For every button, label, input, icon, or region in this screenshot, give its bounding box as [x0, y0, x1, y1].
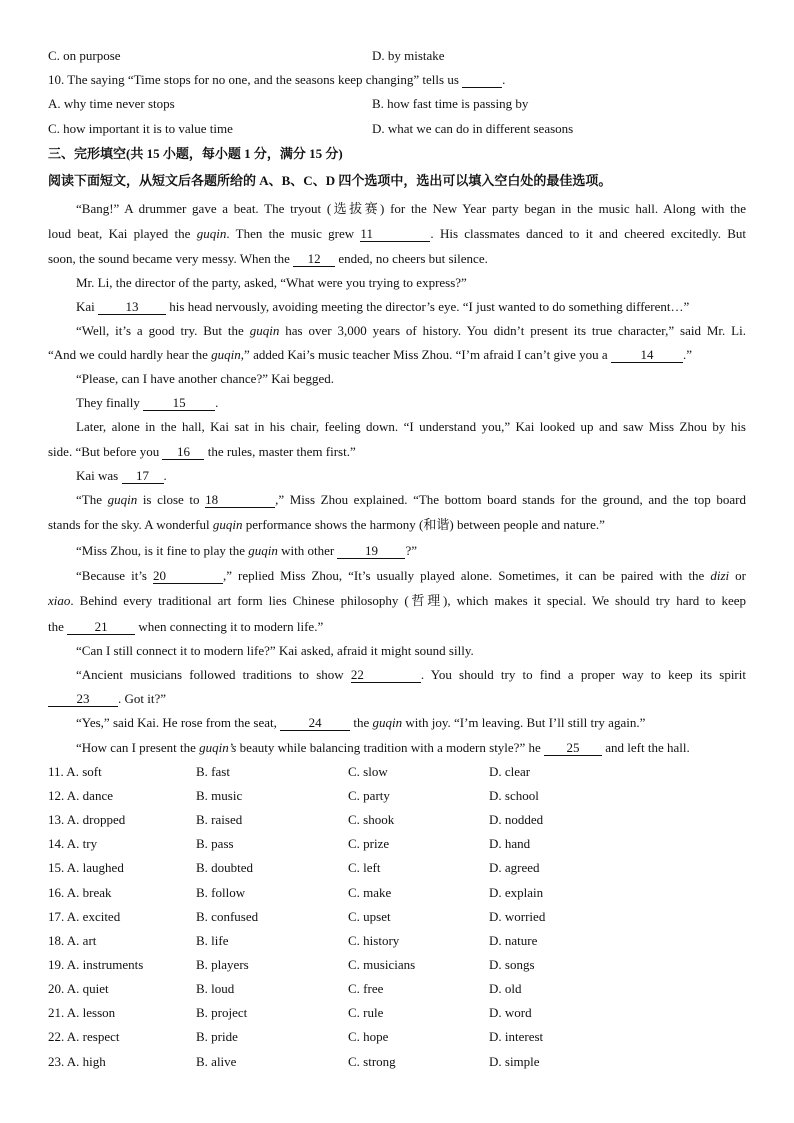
passage-p1-line2 [48, 225, 746, 243]
p1-line2-text-c: . His classmates danced to it and cheered excitedly. But [430, 226, 747, 241]
p4-line2-text-c: .” [682, 347, 692, 362]
option-b: B. loud [196, 981, 235, 996]
p6-text-b: . [215, 395, 219, 410]
option-c: C. party [348, 788, 390, 803]
option-b: B. fast [196, 764, 230, 779]
passage-p10 [76, 542, 417, 560]
option-row-21 [48, 1004, 748, 1022]
option-a: 11. A. soft [48, 764, 102, 779]
blank-22: 22 [351, 668, 421, 683]
p1-line2-text-a: loud beat, Kai played the [48, 226, 197, 241]
blank-17: 17 [122, 469, 164, 484]
option-d: D. clear [489, 764, 531, 779]
xiao-term: xiao [48, 593, 71, 608]
blank-25: 25 [544, 741, 602, 756]
option-a: 14. A. try [48, 836, 98, 851]
p11-line2-text: . Behind every traditional art form lies Chinese philosophy (哲理), which makes it special. We should try hard to keep [70, 593, 746, 608]
blank-19: 19 [337, 544, 405, 559]
passage-p4-line1 [76, 322, 746, 340]
passage-p3 [76, 298, 689, 316]
p13-line1-text-b: . You should try to find a proper way to keep its spirit [420, 667, 746, 682]
passage-p5: “Please, can I have another chance?” Kai begged. [76, 371, 335, 386]
guqin-term: guqin [248, 543, 278, 558]
p3-text-a: Kai [76, 299, 99, 314]
option-a: 20. A. quiet [48, 981, 109, 996]
guqins-term: guqin’s [199, 740, 237, 755]
blank-13: 13 [98, 300, 166, 315]
option-a: 22. A. respect [48, 1029, 120, 1044]
section-instruction: 阅读下面短文，从短文后各题所给的 A、B、C、D 四个选项中，选出可以填入空白处的最佳选项。 [48, 173, 612, 188]
p9-line1-text-a: “The [76, 492, 108, 507]
option-b: B. life [196, 933, 229, 948]
option-row-14 [48, 835, 748, 853]
option-d: D. songs [489, 957, 535, 972]
p4-line1-text-b: has over 3,000 years of history. You didn’t present its true character,” said Mr. Li. [279, 323, 746, 338]
p15-text-c: and left the hall. [602, 740, 690, 755]
option-row-13 [48, 811, 748, 829]
p9-line1-text-b: is close to [137, 492, 206, 507]
option-d: D. agreed [489, 860, 540, 875]
option-c: C. prize [348, 836, 390, 851]
option-a: 13. A. dropped [48, 812, 126, 827]
passage-p11-line1 [76, 567, 746, 585]
option-a: 18. A. art [48, 933, 97, 948]
option-c: C. upset [348, 909, 391, 924]
option-b: B. players [196, 957, 249, 972]
q10-blank [462, 73, 502, 88]
q10-stem-text: 10. The saying “Time stops for no one, and the seasons keep changing” tells us [48, 72, 459, 87]
option-c: C. rule [348, 1005, 384, 1020]
blank-24: 24 [280, 716, 350, 731]
option-a: 17. A. excited [48, 909, 121, 924]
p1-line3-text-a: soon, the sound became very messy. When the [48, 251, 294, 266]
passage-p13-line2 [48, 690, 166, 708]
p3-text-b: his head nervously, avoiding meeting the director’s eye. “I just wanted to do something different…” [166, 299, 690, 314]
passage-p11-line3 [48, 618, 323, 636]
option-row-12 [48, 787, 748, 805]
option-a: 23. A. high [48, 1054, 106, 1069]
blank-21: 21 [67, 620, 135, 635]
q10-stem-end: . [502, 72, 506, 87]
blank-20: 20 [153, 569, 223, 584]
guqin-term: guqin [196, 226, 227, 241]
option-b: B. raised [196, 812, 243, 827]
p1-line3-text-b: ended, no cheers but silence. [335, 251, 488, 266]
p7-line2-text-b: the rules, master them first.” [204, 444, 356, 459]
passage-p13-line1 [76, 666, 746, 684]
option-row-17 [48, 908, 748, 926]
guqin-term: guqin [211, 347, 241, 362]
passage-p4-line2 [48, 346, 692, 364]
p15-text-b: beauty while balancing tradition with a modern style?” he [236, 740, 544, 755]
p10-text-c: ?” [405, 543, 417, 558]
option-d: D. simple [489, 1054, 540, 1069]
p9-line2-text-b: performance shows the harmony (和谐) between people and nature.” [242, 517, 605, 532]
blank-23: 23 [48, 692, 118, 707]
passage-p8 [76, 467, 167, 485]
p8-text-b: . [163, 468, 167, 483]
p7-line1-text: Later, alone in the hall, Kai sat in his chair, feeling down. “I understand you,” Kai looked up and saw Miss Zhou by his [76, 419, 746, 434]
passage-p14 [76, 714, 645, 732]
option-c: C. free [348, 981, 384, 996]
option-row-19 [48, 956, 748, 974]
p1-line2-text-b: . Then the music grew [226, 226, 361, 241]
option-a: 15. A. laughed [48, 860, 124, 875]
passage-p7-line1 [76, 418, 746, 436]
p10-text-b: with other [277, 543, 338, 558]
p8-text-a: Kai was [76, 468, 122, 483]
passage-p11-line2 [48, 592, 746, 610]
option-row-20 [48, 980, 748, 998]
blank-11: 11 [360, 227, 430, 242]
option-c: C. hope [348, 1029, 389, 1044]
blank-14: 14 [611, 348, 683, 363]
p11-line1-text-a: “Because it’s [76, 568, 154, 583]
p13-line2-text: . Got it?” [118, 691, 167, 706]
option-b: B. pride [196, 1029, 238, 1044]
option-d: D. explain [489, 885, 544, 900]
p4-line1-text-a: “Well, it’s a good try. But the [76, 323, 250, 338]
option-b: B. pass [196, 836, 234, 851]
passage-p7-line2 [48, 443, 356, 461]
option-c: C. left [348, 860, 381, 875]
option-b: B. alive [196, 1054, 237, 1069]
q9-option-d: D. by mistake [372, 48, 445, 63]
option-row-18 [48, 932, 748, 950]
p11-line3-text-a: the [48, 619, 68, 634]
guqin-term: guqin [249, 323, 280, 338]
option-c: C. make [348, 885, 392, 900]
option-a: 19. A. instruments [48, 957, 144, 972]
option-d: D. word [489, 1005, 532, 1020]
option-a: 21. A. lesson [48, 1005, 116, 1020]
passage-p1-line1 [48, 200, 746, 218]
option-d: D. school [489, 788, 539, 803]
option-d: D. nature [489, 933, 538, 948]
passage-p9-line2 [48, 516, 605, 534]
passage-p6 [76, 394, 218, 412]
blank-18: 18 [205, 493, 275, 508]
p9-line2-text-a: stands for the sky. A wonderful [48, 517, 213, 532]
p14-text-a: “Yes,” said Kai. He rose from the seat, [76, 715, 281, 730]
option-d: D. hand [489, 836, 531, 851]
p7-line2-text-a: side. “But before you [48, 444, 163, 459]
option-a: 16. A. break [48, 885, 112, 900]
option-a: 12. A. dance [48, 788, 113, 803]
guqin-term: guqin [107, 492, 138, 507]
p9-line1-text-c: ,” Miss Zhou explained. “The bottom board stands for the ground, and the top board [275, 492, 746, 507]
q10-stem [48, 71, 505, 89]
section-title: 三、完形填空(共 15 小题，每小题 1 分，满分 15 分) [48, 146, 343, 161]
p10-text-a: “Miss Zhou, is it fine to play the [76, 543, 249, 558]
option-b: B. project [196, 1005, 248, 1020]
passage-p15 [76, 739, 690, 757]
p15-text-a: “How can I present the [76, 740, 200, 755]
blank-12: 12 [293, 252, 335, 267]
blank-16: 16 [162, 445, 204, 460]
passage-p9-line1 [76, 491, 746, 509]
option-d: D. nodded [489, 812, 544, 827]
option-row-22 [48, 1028, 748, 1046]
option-b: B. confused [196, 909, 259, 924]
p11-line1-text-b: ,” replied Miss Zhou, “It’s usually played alone. Sometimes, it can be paired with the [223, 568, 711, 583]
option-d: D. worried [489, 909, 546, 924]
p6-text-a: They finally [76, 395, 144, 410]
option-row-11 [48, 763, 748, 781]
p14-text-b: the [350, 715, 373, 730]
option-b: B. music [196, 788, 243, 803]
option-row-23 [48, 1053, 748, 1071]
option-row-15 [48, 859, 748, 877]
q9-option-c: C. on purpose [48, 48, 121, 63]
p1-line1-text: “Bang!” A drummer gave a beat. The tryout (选拔赛) for the New Year party began in the music hall. Along with the [76, 201, 746, 216]
passage-p12: “Can I still connect it to modern life?” Kai asked, afraid it might sound silly. [76, 643, 474, 658]
q10-option-d: D. what we can do in different seasons [372, 121, 574, 136]
p14-text-c: with joy. “I’m leaving. But I’ll still try again.” [402, 715, 646, 730]
p13-line1-text-a: “Ancient musicians followed traditions to show [76, 667, 351, 682]
p11-line1-text-c: or [729, 568, 746, 583]
q10-option-a: A. why time never stops [48, 96, 175, 111]
p4-line2-text-a: “And we could hardly hear the [48, 347, 212, 362]
passage-p1-line3 [48, 250, 488, 268]
option-c: C. shook [348, 812, 395, 827]
blank-15: 15 [143, 396, 215, 411]
p11-line3-text-b: when connecting it to modern life.” [135, 619, 324, 634]
option-b: B. doubted [196, 860, 254, 875]
passage-p2: Mr. Li, the director of the party, asked, “What were you trying to express?” [76, 275, 467, 290]
option-d: D. old [489, 981, 522, 996]
dizi-term: dizi [710, 568, 730, 583]
guqin-term: guqin [372, 715, 403, 730]
option-row-16 [48, 884, 748, 902]
p4-line2-text-b: ,” added Kai’s music teacher Miss Zhou. “I’m afraid I can’t give you a [240, 347, 611, 362]
option-c: C. history [348, 933, 400, 948]
option-c: C. slow [348, 764, 388, 779]
option-b: B. follow [196, 885, 246, 900]
q10-option-c: C. how important it is to value time [48, 121, 233, 136]
option-c: C. musicians [348, 957, 416, 972]
q10-option-b: B. how fast time is passing by [372, 96, 529, 111]
guqin-term: guqin [212, 517, 243, 532]
option-c: C. strong [348, 1054, 396, 1069]
option-d: D. interest [489, 1029, 544, 1044]
